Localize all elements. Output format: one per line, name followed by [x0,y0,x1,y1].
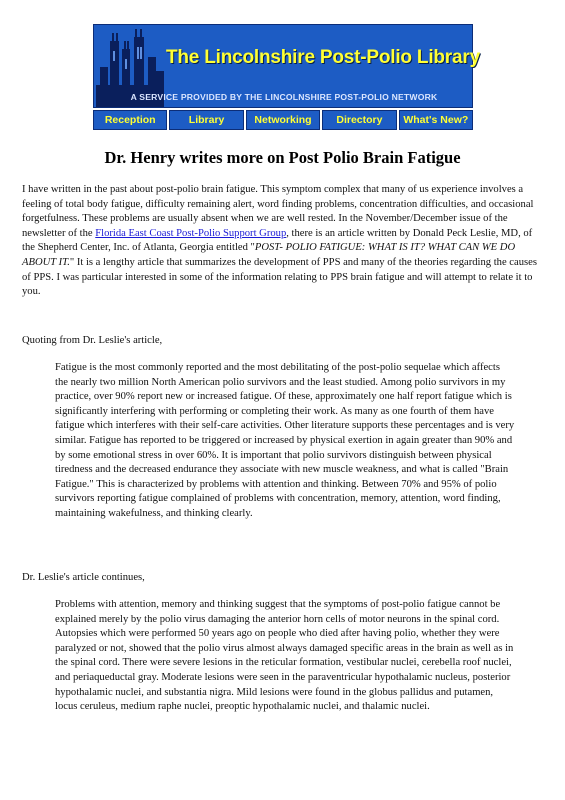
block-quote-1: Fatigue is the most commonly reported and the most debilitating of the post-polio sequelae which affects the nearly two million North American polio survivors and the least studied. Among polio survivors in my practice, over 90% report new or increased fatigue. Of these, approximately one half report fatigue which is significantly interfering with performing or completing their work. As many as one fourth of them have fatigue which interferes with their self-care activities. Other literature supports these percentages and is very similar. Fatigue has reported to be triggered or increased by physical exertion in again greater than 90% and by some emotional stress in over 60%. It is important that polio survivors distinguish between physical tiredness and the decreased endurance they associate with new muscle weakness, and what is called "Brain Fatigue." This is characterized by problems with attention and thinking. Between 70% and 95% of polio survivors reporting fatigue complained of problems with concentration, memory, attention, word finding, maintaining wakefulness, and thinking clearly. [55,362,515,519]
intro-text: I have written in the past about post-polio brain fatigue. This symptom complex that many of us experience involves a feeling of total body fatigue, difficulty remaining alert, word finding problems, concentration difficulties, and occasional forgetfulness. These problems are usually absent when we are well rested. In the November/December issue of the newsletter of the [22,184,534,239]
banner-panel[interactable] [93,24,480,108]
nav-directory[interactable]: Directory [322,110,396,130]
intro-paragraph [22,183,542,300]
nav-library[interactable]: Library [169,110,243,130]
site-title: The Lincolnshire Post-Polio Library [166,47,480,68]
nav-whats-new[interactable]: What's New? [399,110,473,130]
support-group-link[interactable]: Florida East Coast Post-Polio Support Group [95,227,287,239]
intro-text-mid: , there is an article written by Donald Peck Leslie, MD, of the Shepherd Center, Inc. of Atlanta, Georgia entitled " [22,227,533,254]
lead-in-1: Quoting from Dr. Leslie's article, [22,335,163,346]
lead-in-2: Dr. Leslie's article continues, [22,572,145,583]
article-citation-title: POST- POLIO FATIGUE: WHAT IS IT? WHAT CAN WE DO ABOUT IT. [22,242,516,268]
block-quote-2: Problems with attention, memory and thinking suggest that the symptoms of post-polio fatigue cannot be explained merely by the polio virus damaging the anterior horn cells of motor neurons in the spinal cord. Autopsies which were performed 50 years ago on people who died after having polio, whether they were paralyzed or not, showed that the polio virus almost always damaged specific areas in the brain as well as in the spinal cord. There were severe lesions in the reticular formation, vestibular nuclei, cerebella roof nuclei, and periaqueductal gray. Moderate lesions were seen in the paraventricular hypothalamic nucleus, posterior hypothalamic nuclei, and substantia nigra. Mild lesions were found in the globus pallidus and putamen, locus ceruleus, medium raphe nuclei, preoptic hypothalamic nuclei, and thalamic nuclei. [55,599,514,713]
nav-bar [93,110,473,130]
intro-text-end: " It is a lengthy article that summarizes the development of PPS and many of the theories regarding the causes of PPS. I was particular interested in some of the information relating to PPS brain fatigue and will attempt to relate it to you. [22,256,537,298]
site-tagline: A SERVICE PROVIDED BY THE LINCOLNSHIRE POST-POLIO NETWORK [130,92,438,102]
nav-reception[interactable]: Reception [93,110,167,130]
article-title: Dr. Henry writes more on Post Polio Brain Fatigue [104,148,461,167]
nav-networking[interactable]: Networking [246,110,320,130]
site-banner [93,24,480,130]
